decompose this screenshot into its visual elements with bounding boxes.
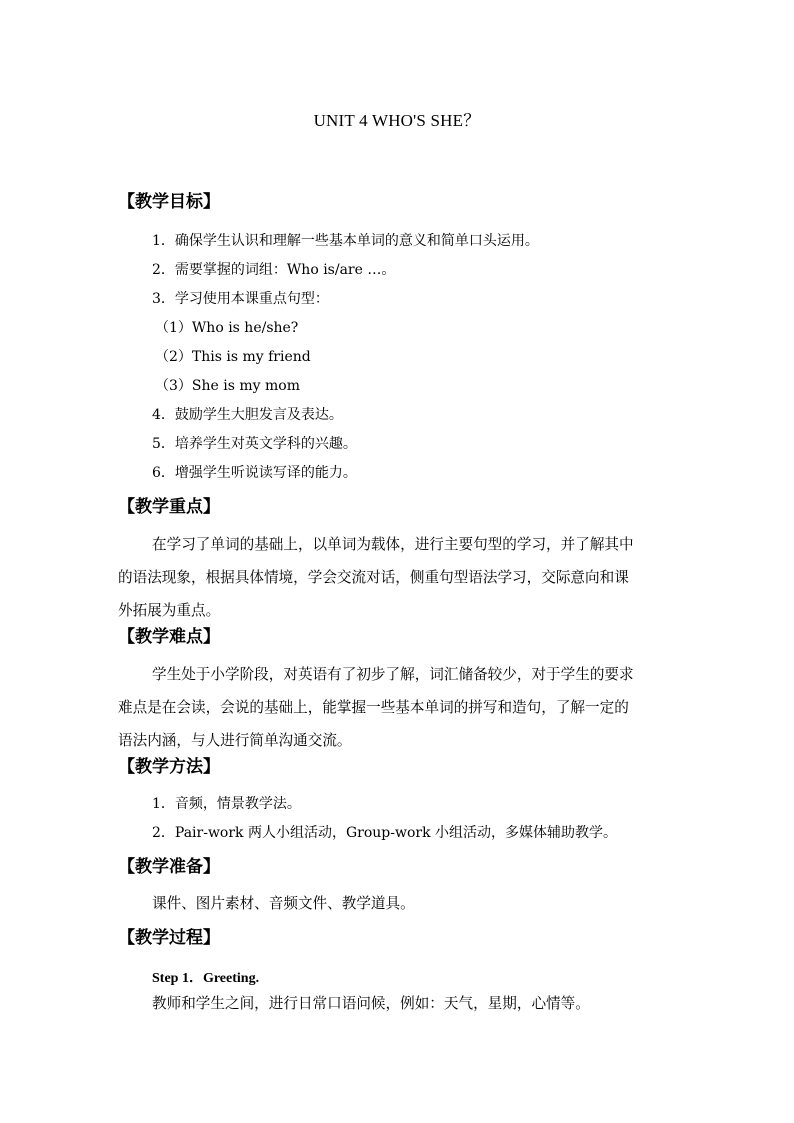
difficulties-paragraph [118, 658, 678, 757]
objective-item: 6．增强学生听说读写译的能力。 [152, 465, 357, 481]
paragraph-line: 外拓展为重点。 [118, 602, 221, 619]
method-item: 1．音频，情景教学法。 [152, 796, 301, 812]
objective-sentence: （1）Who is he/she? [155, 320, 299, 336]
preparation-text: 课件、图片素材、音频文件、教学道具。 [152, 895, 415, 912]
heading-process: 【教学过程】 [118, 928, 220, 948]
heading-key-points: 【教学重点】 [118, 497, 220, 517]
method-item: 2．Pair-work 两人小组活动，Group-work 小组活动，多媒体辅助教学。 [152, 825, 618, 841]
objective-sentence: （2）This is my friend [155, 349, 311, 365]
heading-objectives: 【教学目标】 [118, 192, 220, 212]
objective-item: 4．鼓励学生大胆发言及表达。 [152, 407, 343, 423]
paragraph-line: 在学习了单词的基础上，以单词为载体，进行主要句型的学习，并了解其中 [152, 536, 634, 553]
objective-item: 3．学习使用本课重点句型： [152, 291, 329, 307]
objective-sentence: （3）She is my mom [155, 378, 300, 394]
paragraph-line: 语法内涵，与人进行简单沟通交流。 [118, 732, 352, 749]
objective-item: 5．培养学生对英文学科的兴趣。 [152, 436, 357, 452]
paragraph-line: 难点是在会读，会说的基础上，能掌握一些基本单词的拼写和造句，了解一定的 [118, 699, 629, 716]
step-text: 教师和学生之间，进行日常口语问候，例如：天气，星期，心情等。 [152, 995, 590, 1012]
paragraph-line: 的语法现象，根据具体情境，学会交流对话，侧重句型语法学习，交际意向和课 [118, 569, 629, 586]
heading-preparation: 【教学准备】 [118, 857, 220, 877]
heading-difficulties: 【教学难点】 [118, 627, 220, 647]
paragraph-line: 学生处于小学阶段，对英语有了初步了解，词汇储备较少，对于学生的要求 [152, 666, 634, 683]
key-points-paragraph [118, 528, 678, 627]
step-title: Step 1．Greeting. [152, 971, 260, 986]
objective-item: 1．确保学生认识和理解一些基本单词的意义和简单口头运用。 [152, 233, 539, 249]
document-title: UNIT 4 WHO'S SHE？ [313, 111, 481, 130]
heading-methods: 【教学方法】 [118, 757, 220, 777]
objective-item: 2．需要掌握的词组：Who is/are …。 [152, 262, 396, 278]
